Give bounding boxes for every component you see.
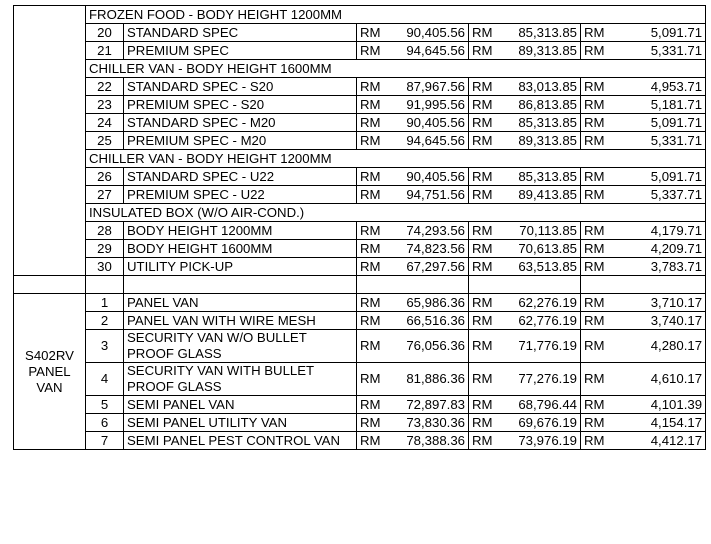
price-amount: 85,313.85	[518, 114, 577, 130]
description-line: PANEL VAN WITH WIRE MESH	[127, 312, 316, 328]
price-amount: 94,751.56	[406, 186, 465, 202]
price-amount: 90,405.56	[406, 24, 465, 40]
price-column-3	[581, 114, 706, 132]
model-cell	[14, 6, 86, 276]
empty-cell	[357, 276, 469, 294]
item-description: PREMIUM SPEC - M20	[124, 132, 357, 150]
currency-label: RM	[360, 338, 381, 353]
price-amount: 5,331.71	[650, 42, 703, 58]
description-line: SEMI PANEL VAN	[127, 396, 235, 412]
currency-label: RM	[584, 186, 605, 202]
currency-label: RM	[584, 222, 605, 238]
currency-label: RM	[360, 132, 381, 148]
price-column-3	[581, 432, 706, 450]
price-amount: 87,967.56	[406, 78, 465, 94]
price-amount: 65,986.36	[406, 294, 465, 310]
table-row	[14, 42, 706, 60]
item-description	[124, 432, 357, 450]
price-column-3	[581, 186, 706, 204]
model-cell	[14, 294, 86, 450]
empty-cell	[469, 276, 581, 294]
currency-label: RM	[360, 258, 381, 274]
currency-label: RM	[360, 294, 381, 310]
currency-label: RM	[584, 338, 605, 353]
price-column-1	[357, 432, 469, 450]
description-line: PROOF GLASS	[127, 346, 222, 361]
section-heading: FROZEN FOOD - BODY HEIGHT 1200MM	[86, 6, 706, 24]
item-number: 24	[86, 114, 124, 132]
currency-label: RM	[360, 42, 381, 58]
price-amount: 4,280.17	[650, 338, 703, 353]
item-number: 4	[86, 363, 124, 396]
price-column-3	[581, 222, 706, 240]
price-column-2	[469, 186, 581, 204]
price-column-1	[357, 414, 469, 432]
price-amount: 4,101.39	[650, 396, 703, 412]
price-column-2	[469, 78, 581, 96]
price-amount: 83,013.85	[518, 78, 577, 94]
currency-label: RM	[472, 258, 493, 274]
item-description: BODY HEIGHT 1600MM	[124, 240, 357, 258]
price-column-3	[581, 363, 706, 396]
price-column-3	[581, 330, 706, 363]
currency-label: RM	[584, 114, 605, 130]
empty-cell	[124, 276, 357, 294]
price-column-1	[357, 222, 469, 240]
item-description: STANDARD SPEC - U22	[124, 168, 357, 186]
table-row	[14, 186, 706, 204]
price-amount: 73,976.19	[518, 432, 577, 448]
description-line: SECURITY VAN WITH BULLET	[127, 363, 315, 378]
price-amount: 73,830.36	[406, 414, 465, 430]
currency-label: RM	[472, 168, 493, 184]
price-column-2	[469, 24, 581, 42]
description-line: SEMI PANEL PEST CONTROL VAN	[127, 432, 340, 448]
price-amount: 89,413.85	[518, 186, 577, 202]
price-column-1	[357, 258, 469, 276]
item-number: 21	[86, 42, 124, 60]
price-column-3	[581, 312, 706, 330]
price-amount: 3,740.17	[650, 312, 703, 328]
empty-cell	[86, 276, 124, 294]
section-heading-row	[14, 204, 706, 222]
currency-label: RM	[584, 42, 605, 58]
currency-label: RM	[360, 371, 381, 386]
description-line: SEMI PANEL UTILITY VAN	[127, 414, 287, 430]
price-amount: 94,645.56	[406, 132, 465, 148]
price-amount: 90,405.56	[406, 114, 465, 130]
price-amount: 5,091.71	[650, 24, 703, 40]
price-column-1	[357, 132, 469, 150]
currency-label: RM	[360, 186, 381, 202]
currency-label: RM	[360, 240, 381, 256]
model-name-line: PANEL	[28, 363, 71, 379]
item-number: 3	[86, 330, 124, 363]
price-amount: 5,091.71	[650, 114, 703, 130]
currency-label: RM	[472, 432, 493, 448]
currency-label: RM	[360, 24, 381, 40]
currency-label: RM	[472, 240, 493, 256]
table-row	[14, 396, 706, 414]
currency-label: RM	[472, 312, 493, 328]
price-column-3	[581, 240, 706, 258]
item-description: STANDARD SPEC - S20	[124, 78, 357, 96]
price-amount: 66,516.36	[406, 312, 465, 328]
description-line: PANEL VAN	[127, 294, 199, 310]
currency-label: RM	[472, 396, 493, 412]
price-amount: 3,710.17	[650, 294, 703, 310]
item-number: 20	[86, 24, 124, 42]
item-number: 22	[86, 78, 124, 96]
model-name-line: S402RV	[25, 347, 74, 363]
section-heading-row	[14, 6, 706, 24]
price-amount: 4,179.71	[650, 222, 703, 238]
table-row	[14, 240, 706, 258]
currency-label: RM	[472, 132, 493, 148]
currency-label: RM	[472, 78, 493, 94]
table-row	[14, 78, 706, 96]
currency-label: RM	[584, 240, 605, 256]
currency-label: RM	[584, 168, 605, 184]
price-column-2	[469, 222, 581, 240]
item-number: 27	[86, 186, 124, 204]
currency-label: RM	[584, 294, 605, 310]
price-column-3	[581, 24, 706, 42]
price-amount: 76,056.36	[406, 338, 465, 353]
price-column-2	[469, 312, 581, 330]
section-heading: CHILLER VAN - BODY HEIGHT 1600MM	[86, 60, 706, 78]
price-column-2	[469, 396, 581, 414]
item-description	[124, 312, 357, 330]
item-number: 6	[86, 414, 124, 432]
price-column-3	[581, 294, 706, 312]
table-row	[14, 24, 706, 42]
currency-label: RM	[360, 414, 381, 430]
currency-label: RM	[472, 222, 493, 238]
price-column-2	[469, 42, 581, 60]
item-number: 30	[86, 258, 124, 276]
price-amount: 3,783.71	[650, 258, 703, 274]
price-amount: 69,676.19	[518, 414, 577, 430]
price-amount: 4,154.17	[650, 414, 703, 430]
currency-label: RM	[360, 96, 381, 112]
currency-label: RM	[584, 432, 605, 448]
price-amount: 89,313.85	[518, 132, 577, 148]
price-list-body	[14, 6, 706, 450]
currency-label: RM	[472, 414, 493, 430]
table-row	[14, 312, 706, 330]
price-amount: 94,645.56	[406, 42, 465, 58]
section-heading-row	[14, 150, 706, 168]
price-amount: 81,886.36	[406, 371, 465, 386]
price-column-2	[469, 258, 581, 276]
price-column-1	[357, 186, 469, 204]
table-row	[14, 363, 706, 396]
item-number: 29	[86, 240, 124, 258]
section-heading: INSULATED BOX (W/O AIR-COND.)	[86, 204, 706, 222]
currency-label: RM	[584, 132, 605, 148]
price-amount: 89,313.85	[518, 42, 577, 58]
item-number: 23	[86, 96, 124, 114]
price-column-1	[357, 96, 469, 114]
item-description: BODY HEIGHT 1200MM	[124, 222, 357, 240]
currency-label: RM	[360, 222, 381, 238]
description-line: SECURITY VAN W/O BULLET	[127, 330, 307, 345]
price-column-1	[357, 78, 469, 96]
price-column-1	[357, 240, 469, 258]
price-amount: 67,297.56	[406, 258, 465, 274]
price-column-3	[581, 258, 706, 276]
price-column-1	[357, 24, 469, 42]
price-column-2	[469, 294, 581, 312]
section-heading-row	[14, 60, 706, 78]
price-column-3	[581, 78, 706, 96]
item-description	[124, 414, 357, 432]
description-line: PROOF GLASS	[127, 379, 222, 394]
price-amount: 4,412.17	[650, 432, 703, 448]
price-column-2	[469, 330, 581, 363]
table-row	[14, 168, 706, 186]
price-amount: 5,337.71	[650, 186, 703, 202]
currency-label: RM	[472, 24, 493, 40]
table-row	[14, 330, 706, 363]
table-row	[14, 432, 706, 450]
price-amount: 5,331.71	[650, 132, 703, 148]
price-amount: 4,953.71	[650, 78, 703, 94]
item-number: 1	[86, 294, 124, 312]
currency-label: RM	[584, 371, 605, 386]
price-column-2	[469, 168, 581, 186]
item-number: 26	[86, 168, 124, 186]
empty-cell	[14, 276, 86, 294]
price-amount: 90,405.56	[406, 168, 465, 184]
item-description: STANDARD SPEC - M20	[124, 114, 357, 132]
price-amount: 4,209.71	[650, 240, 703, 256]
currency-label: RM	[472, 96, 493, 112]
price-amount: 78,388.36	[406, 432, 465, 448]
price-amount: 5,181.71	[650, 96, 703, 112]
currency-label: RM	[472, 294, 493, 310]
currency-label: RM	[360, 78, 381, 94]
currency-label: RM	[360, 114, 381, 130]
currency-label: RM	[584, 258, 605, 274]
currency-label: RM	[584, 24, 605, 40]
price-amount: 70,613.85	[518, 240, 577, 256]
price-column-1	[357, 312, 469, 330]
currency-label: RM	[584, 78, 605, 94]
table-row	[14, 294, 706, 312]
price-column-2	[469, 96, 581, 114]
item-description: PREMIUM SPEC - U22	[124, 186, 357, 204]
price-amount: 77,276.19	[518, 371, 577, 386]
currency-label: RM	[360, 432, 381, 448]
item-description	[124, 363, 357, 396]
table-row	[14, 258, 706, 276]
price-column-1	[357, 330, 469, 363]
price-amount: 68,796.44	[518, 396, 577, 412]
price-amount: 70,113.85	[519, 222, 577, 238]
price-column-1	[357, 168, 469, 186]
currency-label: RM	[472, 371, 493, 386]
table-row	[14, 96, 706, 114]
item-number: 7	[86, 432, 124, 450]
currency-label: RM	[584, 414, 605, 430]
price-list-table	[13, 5, 706, 450]
price-column-3	[581, 42, 706, 60]
currency-label: RM	[584, 96, 605, 112]
price-amount: 85,313.85	[518, 24, 577, 40]
price-column-2	[469, 240, 581, 258]
currency-label: RM	[472, 338, 493, 353]
item-description: UTILITY PICK-UP	[124, 258, 357, 276]
table-row	[14, 114, 706, 132]
price-amount: 62,776.19	[518, 312, 577, 328]
item-description	[124, 330, 357, 363]
item-number: 2	[86, 312, 124, 330]
price-amount: 74,293.56	[406, 222, 465, 238]
price-column-1	[357, 363, 469, 396]
price-column-1	[357, 114, 469, 132]
spacer-row	[14, 276, 706, 294]
price-column-3	[581, 396, 706, 414]
price-amount: 91,995.56	[406, 96, 465, 112]
price-column-1	[357, 294, 469, 312]
item-number: 25	[86, 132, 124, 150]
item-number: 28	[86, 222, 124, 240]
model-name-line: VAN	[36, 379, 63, 395]
empty-cell	[581, 276, 706, 294]
price-column-2	[469, 132, 581, 150]
table-row	[14, 132, 706, 150]
price-column-2	[469, 114, 581, 132]
currency-label: RM	[360, 396, 381, 412]
item-number: 5	[86, 396, 124, 414]
price-amount: 71,776.19	[518, 338, 577, 353]
currency-label: RM	[472, 186, 493, 202]
item-description: PREMIUM SPEC - S20	[124, 96, 357, 114]
currency-label: RM	[584, 312, 605, 328]
table-row	[14, 414, 706, 432]
price-column-1	[357, 396, 469, 414]
item-description	[124, 294, 357, 312]
price-column-1	[357, 42, 469, 60]
item-description	[124, 396, 357, 414]
currency-label: RM	[360, 312, 381, 328]
price-amount: 4,610.17	[650, 371, 703, 386]
price-amount: 62,276.19	[518, 294, 577, 310]
price-amount: 74,823.56	[406, 240, 465, 256]
price-amount: 63,513.85	[518, 258, 577, 274]
currency-label: RM	[360, 168, 381, 184]
item-description: PREMIUM SPEC	[124, 42, 357, 60]
price-column-3	[581, 168, 706, 186]
currency-label: RM	[472, 42, 493, 58]
price-column-3	[581, 414, 706, 432]
price-amount: 72,897.83	[406, 396, 465, 412]
table-row	[14, 222, 706, 240]
price-column-2	[469, 432, 581, 450]
price-amount: 85,313.85	[518, 168, 577, 184]
currency-label: RM	[472, 114, 493, 130]
item-description: STANDARD SPEC	[124, 24, 357, 42]
price-amount: 5,091.71	[650, 168, 703, 184]
price-column-2	[469, 363, 581, 396]
price-column-3	[581, 96, 706, 114]
section-heading: CHILLER VAN - BODY HEIGHT 1200MM	[86, 150, 706, 168]
price-column-3	[581, 132, 706, 150]
price-column-2	[469, 414, 581, 432]
currency-label: RM	[584, 396, 605, 412]
price-amount: 86,813.85	[518, 96, 577, 112]
